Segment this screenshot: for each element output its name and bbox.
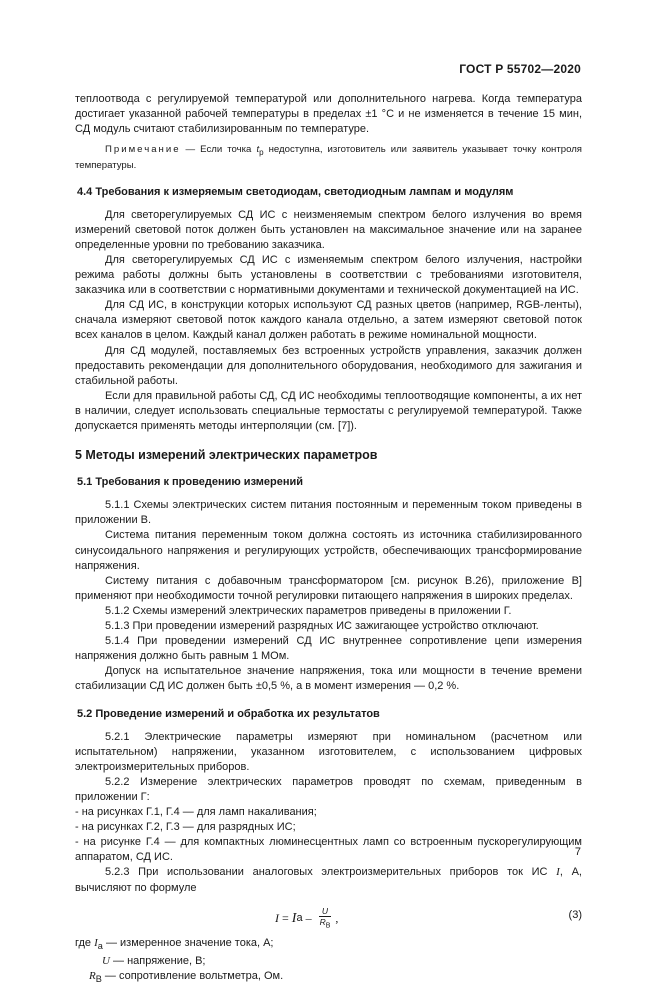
formula-comma: , (335, 910, 339, 925)
fraction-den-sub: В (325, 922, 331, 930)
legend-symbol: I (94, 936, 98, 949)
standard-number: ГОСТ Р 55702—2020 (459, 62, 581, 76)
sec52-p3-text-a: 5.2.3 При использовании аналоговых электроизмерительных приборов ток ИС (105, 866, 557, 879)
sec44-paragraph-5: Если для правильной работы СД, СД ИС необходимы теплоотводящие компоненты, а их нет в наличии, следует использовать специальные термостаты с регулируемой температурой. Также допускается применять методы интерполяции (см. [7]). (75, 389, 582, 432)
legend-symbol-sub: a (97, 940, 103, 951)
legend-symbol: R (89, 970, 96, 982)
note-symbol: t (256, 144, 260, 156)
legend-item (75, 936, 582, 954)
section-4-4-title: 4.4 Требования к измеряемым светодиодам, светодиодным лампам и модулям (77, 185, 514, 198)
sec51-paragraph-5: 5.1.3 При проведении измерений разрядных ИС зажигающее устройство отключают. (105, 620, 539, 633)
sec52-paragraph-1: 5.2.1 Электрические параметры измеряют при номинальном (расчетном или испытательном) напряжении, указанном изготовителем, с использованием цифровых электроизмерительных приборов. (75, 730, 582, 773)
legend-text: — напряжение, В; (109, 954, 206, 967)
sec51-paragraph-7: Допуск на испытательное значение напряжения, тока или мощности в течение времени стабилизации СД ИС должен быть ±0,5 %, а в момент измерения — 0,2 %. (75, 665, 582, 693)
section-5-1-title: 5.1 Требования к проведению измерений (77, 476, 304, 489)
legend-text: — сопротивление вольтметра, Ом. (101, 970, 284, 982)
sec51-paragraph-6: 5.1.4 При проведении измерений СД ИС внутреннее сопротивление цепи измерения напряжения должно быть равным 1 МОм. (75, 635, 582, 663)
legend-symbol-sub: В (95, 974, 102, 985)
page-number: 7 (574, 846, 581, 858)
sec44-paragraph-1: Для светорегулируемых СД ИС с неизменяемым спектром белого излучения во время измерений световой поток должен быть установлен на максимальное значение или на заранее определенные уровни по требованию заказчика. (75, 208, 582, 251)
equation-number: (3) (568, 908, 582, 921)
current-symbol: I (556, 866, 560, 879)
formula-ia: I (291, 910, 297, 926)
formula-expression (275, 906, 338, 932)
sec51-paragraph-1: 5.1.1 Схемы электрических систем питания постоянным и переменным током приведены в приложении В. (75, 499, 582, 527)
formula-legend (75, 936, 582, 987)
sec51-paragraph-2: Система питания переменным током должна состоять из источника стабилизированного синусоидального напряжения и регулирующих устройств, обеспечивающих трансформирование напряжения. (75, 529, 582, 572)
note-paragraph (75, 143, 582, 172)
legend-item (75, 969, 582, 987)
section-5-2-title: 5.2 Проведение измерений и обработка их результатов (77, 707, 380, 720)
fraction-denominator (317, 917, 334, 932)
sec52-p3-text-b: , А, вычисляют по формуле (75, 866, 582, 894)
fraction-den-symbol: R (319, 916, 326, 927)
sec44-paragraph-3: Для СД ИС, в конструкции которых используют СД разных цветов (например, RGB-ленты), сначала измеряют световой поток каждого канала отдельно, а затем измеряют световой поток всех каналов в целом. Каждый канал должен работать в режиме номинальной мощности. (75, 299, 582, 342)
list-item: - на рисунках Г.1, Г.4 — для ламп накаливания; (75, 806, 317, 819)
sec44-paragraph-4: Для СД модулей, поставляемых без встроенных устройств управления, заказчик должен предоставить рекомендации для дополнительного оборудования, необходимого для зажигания и стабильной работы. (75, 344, 582, 387)
legend-lead: где (75, 936, 95, 949)
note-text-a: — Если точка (180, 144, 257, 156)
sec51-paragraph-4: 5.1.2 Схемы измерений электрических параметров приведены в приложении Г. (105, 604, 512, 617)
formula-equals: = (279, 910, 292, 925)
legend-symbol: U (102, 954, 110, 967)
legend-text: — измеренное значение тока, А; (102, 936, 274, 949)
page-body (75, 92, 582, 987)
legend-item (75, 954, 582, 969)
intro-paragraph: теплоотвода с регулируемой температурой или дополнительного нагрева. Когда температура достигает указанной рабочей температуры в пределах ±1 °С и не изменяется в течение 15 мин, СД модуль считают стабилизированным по температуре. (75, 93, 582, 136)
sec51-paragraph-3: Систему питания с добавочным трансформатором [см. рисунок В.26), приложение В] применяют при необходимости точной регулировки питающего напряжения в широких пределах. (75, 574, 582, 602)
section-5-title: 5 Методы измерений электрических параметров (75, 448, 378, 463)
sec52-paragraph-3 (75, 865, 582, 895)
formula-lhs: I (275, 910, 279, 925)
formula-fraction (317, 906, 334, 932)
formula-minus: – (302, 910, 315, 925)
sec44-paragraph-2: Для светорегулируемых СД ИС с изменяемым спектром белого излучения, настройки режима работы должны быть установлены в соответствии с требованиями изготовителя, заказчика или в соответствии с нормативными документами и технической документацией на ИС. (75, 253, 582, 297)
sec52-paragraph-2: 5.2.2 Измерение электрических параметров проводят по схемам, приведенным в приложении Г: (75, 775, 582, 803)
note-label: Примечание (105, 144, 181, 156)
list-item: - на рисунке Г.4 — для компактных люминесцентных ламп со встроенным пускорегулирующим аппаратом, СД ИС. (75, 836, 582, 864)
note-symbol-sub: p (259, 148, 264, 158)
list-item: - на рисунках Г.2, Г.3 — для разрядных ИС; (75, 821, 296, 834)
note-text-b: недоступна, изготовитель или заявитель указывает точку контроля температуры. (75, 144, 582, 172)
formula-3 (75, 902, 582, 932)
fraction-numerator: U (319, 906, 331, 917)
formula-ia-sub: a (296, 911, 303, 924)
